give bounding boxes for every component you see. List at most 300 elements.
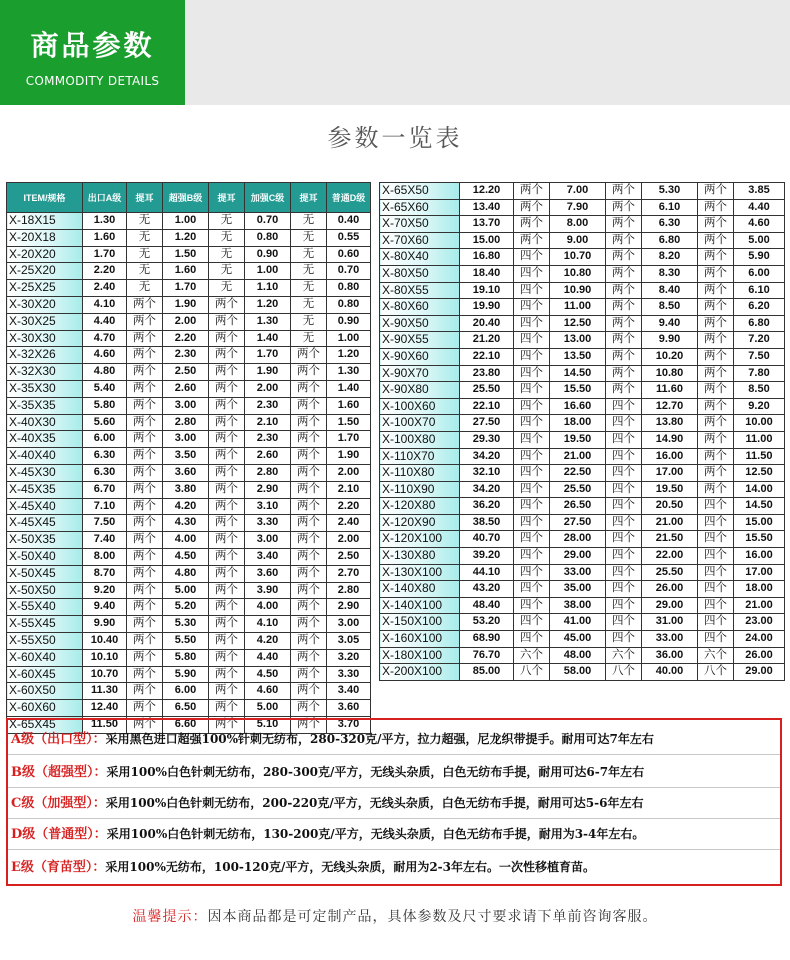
handle-cell: 两个 [698, 348, 734, 365]
price-cell: 17.00 [734, 564, 785, 581]
handle-cell: 两个 [291, 649, 327, 666]
size-cell: X-65X60 [380, 199, 460, 216]
handle-cell: 四个 [514, 431, 550, 448]
handle-cell: 两个 [698, 431, 734, 448]
page-title: 参数一览表 [327, 124, 463, 152]
handle-cell: 四个 [514, 265, 550, 282]
handle-cell: 四个 [698, 631, 734, 648]
price-cell: 18.00 [550, 415, 606, 432]
price-cell: 7.80 [734, 365, 785, 382]
handle-cell: 四个 [606, 564, 642, 581]
price-cell: 15.00 [734, 514, 785, 531]
price-cell: 2.10 [327, 481, 371, 498]
handle-cell: 两个 [209, 448, 245, 465]
size-cell: X-110X80 [380, 465, 460, 482]
price-cell: 9.20 [83, 582, 127, 599]
size-cell: X-180X100 [380, 647, 460, 664]
price-cell: 68.90 [460, 631, 514, 648]
handle-cell: 无 [291, 313, 327, 330]
size-cell: X-80X50 [380, 265, 460, 282]
handle-cell: 两个 [698, 216, 734, 233]
size-cell: X-30X25 [7, 313, 83, 330]
price-cell: 53.20 [460, 614, 514, 631]
price-cell: 6.10 [734, 282, 785, 299]
table-row [7, 246, 371, 263]
handle-cell: 两个 [291, 700, 327, 717]
price-cell: 23.80 [460, 365, 514, 382]
grade-row-b [8, 757, 780, 788]
handle-cell: 两个 [698, 398, 734, 415]
handle-cell: 两个 [291, 548, 327, 565]
handle-cell: 两个 [209, 364, 245, 381]
price-cell: 29.00 [734, 664, 785, 681]
column-header: 超强B级 [163, 183, 209, 213]
table-row [380, 548, 785, 565]
spec-table-left [6, 182, 371, 734]
table-row [380, 365, 785, 382]
price-cell: 3.85 [734, 183, 785, 200]
table-row [380, 332, 785, 349]
size-cell: X-100X70 [380, 415, 460, 432]
handle-cell: 无 [127, 280, 163, 297]
handle-cell: 四个 [606, 415, 642, 432]
price-cell: 1.90 [327, 448, 371, 465]
grade-label: C级（加强型）： [11, 796, 106, 811]
header-badge [0, 0, 185, 105]
table-row [7, 313, 371, 330]
size-cell: X-20X18 [7, 229, 83, 246]
table-row [7, 380, 371, 397]
handle-cell: 四个 [606, 581, 642, 598]
price-cell: 23.00 [734, 614, 785, 631]
handle-cell: 两个 [698, 448, 734, 465]
handle-cell: 两个 [209, 700, 245, 717]
size-cell: X-30X20 [7, 296, 83, 313]
price-cell: 3.10 [245, 498, 291, 515]
price-cell: 6.30 [642, 216, 698, 233]
price-cell: 4.40 [83, 313, 127, 330]
price-cell: 8.50 [642, 299, 698, 316]
handle-cell: 两个 [209, 716, 245, 733]
handle-cell: 两个 [209, 330, 245, 347]
price-cell: 12.50 [550, 315, 606, 332]
price-cell: 4.60 [245, 683, 291, 700]
price-cell: 26.50 [550, 498, 606, 515]
handle-cell: 两个 [606, 382, 642, 399]
grade-row-d [8, 819, 780, 850]
price-cell: 1.00 [327, 330, 371, 347]
size-cell: X-50X45 [7, 565, 83, 582]
price-cell: 15.50 [734, 531, 785, 548]
price-cell: 48.00 [550, 647, 606, 664]
price-cell: 11.60 [642, 382, 698, 399]
price-cell: 9.00 [550, 232, 606, 249]
handle-cell: 两个 [209, 515, 245, 532]
grade-text: 采用100%白色针刺无纺布，130-200克/平方，无线头杂质，白色无纺布手提，耐用为3-4年左右。 [106, 827, 645, 841]
handle-cell: 四个 [606, 448, 642, 465]
handle-cell: 两个 [209, 666, 245, 683]
price-cell: 76.70 [460, 647, 514, 664]
price-cell: 15.50 [550, 382, 606, 399]
price-cell: 34.20 [460, 481, 514, 498]
table-row [7, 414, 371, 431]
handle-cell: 两个 [209, 464, 245, 481]
price-cell: 10.00 [734, 415, 785, 432]
price-cell: 1.00 [245, 263, 291, 280]
handle-cell: 两个 [209, 599, 245, 616]
table-row [380, 415, 785, 432]
handle-cell: 两个 [698, 382, 734, 399]
price-cell: 10.20 [642, 348, 698, 365]
price-cell: 6.00 [83, 431, 127, 448]
column-header: ITEM/规格 [7, 183, 83, 213]
price-cell: 38.00 [550, 597, 606, 614]
price-cell: 8.00 [83, 548, 127, 565]
price-cell: 2.20 [163, 330, 209, 347]
size-cell: X-80X55 [380, 282, 460, 299]
handle-cell: 两个 [606, 232, 642, 249]
handle-cell: 四个 [606, 548, 642, 565]
price-cell: 21.00 [642, 514, 698, 531]
handle-cell: 两个 [698, 315, 734, 332]
handle-cell: 两个 [209, 632, 245, 649]
price-cell: 10.70 [550, 249, 606, 266]
handle-cell: 四个 [698, 498, 734, 515]
price-cell: 7.20 [734, 332, 785, 349]
price-cell: 4.10 [83, 296, 127, 313]
handle-cell: 两个 [698, 465, 734, 482]
handle-cell: 两个 [127, 431, 163, 448]
price-cell: 3.05 [327, 632, 371, 649]
price-cell: 2.00 [327, 464, 371, 481]
column-header: 提耳 [291, 183, 327, 213]
table-row [380, 531, 785, 548]
size-cell: X-70X50 [380, 216, 460, 233]
grade-text: 采用100%白色针刺无纺布，200-220克/平方，无线头杂质，白色无纺布手提，耐用可达5-6年左右 [105, 796, 644, 810]
size-cell: X-50X50 [7, 582, 83, 599]
price-cell: 32.10 [460, 465, 514, 482]
size-cell: X-40X40 [7, 448, 83, 465]
handle-cell: 两个 [291, 347, 327, 364]
handle-cell: 四个 [514, 498, 550, 515]
price-cell: 2.20 [327, 498, 371, 515]
handle-cell: 两个 [127, 683, 163, 700]
handle-cell: 两个 [127, 481, 163, 498]
price-cell: 5.90 [163, 666, 209, 683]
size-cell: X-200X100 [380, 664, 460, 681]
tip-note [0, 906, 790, 926]
handle-cell: 两个 [291, 364, 327, 381]
price-cell: 4.80 [163, 565, 209, 582]
price-cell: 39.20 [460, 548, 514, 565]
handle-cell: 四个 [514, 282, 550, 299]
handle-cell: 两个 [127, 313, 163, 330]
size-cell: X-60X45 [7, 666, 83, 683]
handle-cell: 四个 [514, 332, 550, 349]
table-row [380, 232, 785, 249]
price-cell: 4.60 [734, 216, 785, 233]
price-cell: 2.90 [327, 599, 371, 616]
price-cell: 21.00 [734, 597, 785, 614]
handle-cell: 两个 [606, 348, 642, 365]
grade-label: D级（普通型）： [11, 827, 107, 842]
handle-cell: 两个 [209, 414, 245, 431]
size-cell: X-60X40 [7, 649, 83, 666]
price-cell: 13.00 [550, 332, 606, 349]
handle-cell: 两个 [127, 296, 163, 313]
handle-cell: 两个 [606, 365, 642, 382]
handle-cell: 无 [291, 246, 327, 263]
price-cell: 40.70 [460, 531, 514, 548]
handle-cell: 无 [291, 280, 327, 297]
price-cell: 22.50 [550, 465, 606, 482]
price-cell: 5.30 [642, 183, 698, 200]
handle-cell: 两个 [127, 599, 163, 616]
price-cell: 11.30 [83, 683, 127, 700]
price-cell: 13.50 [550, 348, 606, 365]
price-cell: 15.00 [460, 232, 514, 249]
size-cell: X-32X30 [7, 364, 83, 381]
size-cell: X-65X50 [380, 183, 460, 200]
price-cell: 3.60 [327, 700, 371, 717]
size-cell: X-90X70 [380, 365, 460, 382]
price-cell: 11.00 [734, 431, 785, 448]
price-cell: 29.00 [642, 597, 698, 614]
handle-cell: 无 [291, 296, 327, 313]
handle-cell: 两个 [127, 515, 163, 532]
price-cell: 45.00 [550, 631, 606, 648]
handle-cell: 两个 [291, 481, 327, 498]
handle-cell: 两个 [698, 365, 734, 382]
table-row [7, 464, 371, 481]
handle-cell: 四个 [514, 315, 550, 332]
price-cell: 16.60 [550, 398, 606, 415]
price-cell: 38.50 [460, 514, 514, 531]
price-cell: 5.50 [163, 632, 209, 649]
handle-cell: 四个 [606, 465, 642, 482]
price-cell: 14.50 [550, 365, 606, 382]
price-cell: 29.30 [460, 431, 514, 448]
price-cell: 7.40 [83, 532, 127, 549]
price-cell: 14.50 [734, 498, 785, 515]
price-cell: 26.00 [642, 581, 698, 598]
handle-cell: 两个 [606, 315, 642, 332]
price-cell: 1.40 [245, 330, 291, 347]
price-cell: 9.40 [642, 315, 698, 332]
handle-cell: 无 [127, 263, 163, 280]
price-cell: 20.40 [460, 315, 514, 332]
table-row [380, 564, 785, 581]
size-cell: X-120X100 [380, 531, 460, 548]
grade-label: A级（出口型）： [11, 732, 106, 747]
handle-cell: 两个 [514, 216, 550, 233]
header-banner [0, 0, 790, 105]
handle-cell: 两个 [209, 649, 245, 666]
price-cell: 6.00 [734, 265, 785, 282]
price-cell: 2.80 [245, 464, 291, 481]
price-cell: 1.30 [245, 313, 291, 330]
handle-cell: 四个 [606, 431, 642, 448]
price-cell: 13.80 [642, 415, 698, 432]
price-cell: 10.80 [642, 365, 698, 382]
handle-cell: 四个 [606, 597, 642, 614]
size-cell: X-25X25 [7, 280, 83, 297]
table-row [380, 315, 785, 332]
handle-cell: 两个 [209, 565, 245, 582]
price-cell: 11.00 [550, 299, 606, 316]
table-row [380, 481, 785, 498]
handle-cell: 两个 [606, 332, 642, 349]
handle-cell: 四个 [606, 481, 642, 498]
table-row [380, 465, 785, 482]
table-row [380, 199, 785, 216]
table-row [380, 249, 785, 266]
price-cell: 18.40 [460, 265, 514, 282]
handle-cell: 两个 [127, 464, 163, 481]
handle-cell: 四个 [606, 398, 642, 415]
handle-cell: 两个 [127, 666, 163, 683]
table-row [7, 515, 371, 532]
spec-table-right [379, 182, 785, 681]
table-row [380, 398, 785, 415]
price-cell: 1.00 [163, 213, 209, 230]
handle-cell: 四个 [514, 581, 550, 598]
grade-row-c [8, 788, 780, 819]
handle-cell: 两个 [127, 397, 163, 414]
table-row [380, 382, 785, 399]
table-row [7, 280, 371, 297]
handle-cell: 两个 [698, 183, 734, 200]
price-cell: 8.00 [550, 216, 606, 233]
price-cell: 1.90 [163, 296, 209, 313]
handle-cell: 无 [209, 280, 245, 297]
table-row [380, 348, 785, 365]
handle-cell: 两个 [606, 249, 642, 266]
size-cell: X-100X60 [380, 398, 460, 415]
price-cell: 10.10 [83, 649, 127, 666]
handle-cell: 两个 [291, 515, 327, 532]
size-cell: X-80X40 [380, 249, 460, 266]
table-row [7, 649, 371, 666]
price-cell: 2.00 [245, 380, 291, 397]
price-cell: 48.40 [460, 597, 514, 614]
size-cell: X-130X80 [380, 548, 460, 565]
handle-cell: 无 [127, 229, 163, 246]
price-cell: 5.20 [163, 599, 209, 616]
price-cell: 16.80 [460, 249, 514, 266]
table-row [380, 216, 785, 233]
handle-cell: 四个 [514, 249, 550, 266]
price-cell: 2.50 [163, 364, 209, 381]
size-cell: X-60X50 [7, 683, 83, 700]
price-cell: 0.60 [327, 246, 371, 263]
column-header: 加强C级 [245, 183, 291, 213]
handle-cell: 两个 [291, 464, 327, 481]
handle-cell: 两个 [698, 299, 734, 316]
price-cell: 6.20 [734, 299, 785, 316]
price-cell: 3.80 [163, 481, 209, 498]
price-cell: 1.70 [245, 347, 291, 364]
table-row [380, 647, 785, 664]
price-cell: 22.10 [460, 348, 514, 365]
price-cell: 0.40 [327, 213, 371, 230]
table-row [7, 532, 371, 549]
price-cell: 4.50 [163, 548, 209, 565]
price-cell: 3.30 [245, 515, 291, 532]
price-cell: 2.90 [245, 481, 291, 498]
table-row [380, 448, 785, 465]
handle-cell: 六个 [698, 647, 734, 664]
price-cell: 0.80 [327, 280, 371, 297]
price-cell: 0.70 [245, 213, 291, 230]
handle-cell: 四个 [698, 581, 734, 598]
grade-text: 采用黑色进口超强100%针刺无纺布，280-320克/平方，拉力超强，尼龙织带提手。耐用可达7年左右 [105, 732, 654, 746]
size-cell: X-45X40 [7, 498, 83, 515]
handle-cell: 四个 [514, 448, 550, 465]
price-cell: 2.10 [245, 414, 291, 431]
table-row [7, 599, 371, 616]
price-cell: 58.00 [550, 664, 606, 681]
price-cell: 43.20 [460, 581, 514, 598]
price-cell: 4.10 [245, 616, 291, 633]
handle-cell: 两个 [127, 414, 163, 431]
handle-cell: 两个 [698, 232, 734, 249]
price-cell: 3.30 [327, 666, 371, 683]
price-cell: 5.00 [163, 582, 209, 599]
price-cell: 5.00 [734, 232, 785, 249]
price-cell: 36.00 [642, 647, 698, 664]
handle-cell: 四个 [606, 531, 642, 548]
price-cell: 3.70 [327, 716, 371, 733]
price-cell: 9.90 [83, 616, 127, 633]
handle-cell: 八个 [698, 664, 734, 681]
column-header: 普通D级 [327, 183, 371, 213]
handle-cell: 四个 [514, 365, 550, 382]
price-cell: 25.50 [642, 564, 698, 581]
table-header-row [7, 183, 371, 213]
table-row [380, 299, 785, 316]
price-cell: 26.00 [734, 647, 785, 664]
handle-cell: 四个 [514, 415, 550, 432]
price-cell: 10.70 [83, 666, 127, 683]
spec-table-right-body [380, 183, 785, 681]
price-cell: 13.70 [460, 216, 514, 233]
price-cell: 4.60 [83, 347, 127, 364]
handle-cell: 四个 [514, 631, 550, 648]
price-cell: 12.40 [83, 700, 127, 717]
size-cell: X-45X35 [7, 481, 83, 498]
handle-cell: 八个 [514, 664, 550, 681]
handle-cell: 两个 [291, 448, 327, 465]
handle-cell: 两个 [209, 380, 245, 397]
handle-cell: 四个 [606, 631, 642, 648]
table-row [7, 683, 371, 700]
size-cell: X-120X90 [380, 514, 460, 531]
price-cell: 7.50 [83, 515, 127, 532]
size-cell: X-40X35 [7, 431, 83, 448]
size-cell: X-90X60 [380, 348, 460, 365]
price-cell: 35.00 [550, 581, 606, 598]
handle-cell: 四个 [514, 465, 550, 482]
handle-cell: 无 [291, 330, 327, 347]
size-cell: X-20X20 [7, 246, 83, 263]
handle-cell: 两个 [127, 448, 163, 465]
price-cell: 17.00 [642, 465, 698, 482]
handle-cell: 两个 [514, 183, 550, 200]
table-row [7, 548, 371, 565]
grade-label: E级（育苗型）： [11, 860, 106, 875]
price-cell: 1.60 [83, 229, 127, 246]
